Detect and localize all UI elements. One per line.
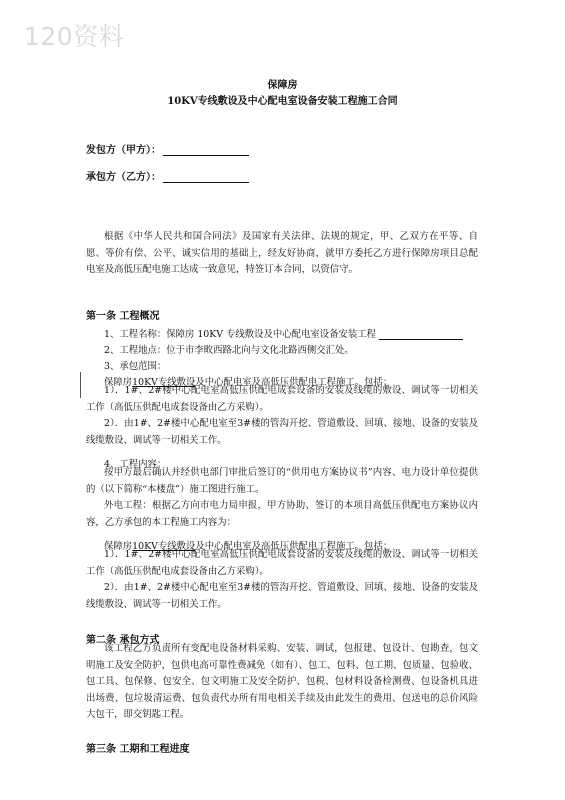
article1-item2: 2、工程地点：位于市李畋西路北向与文化北路西侧交汇处。 bbox=[104, 345, 354, 356]
article1-item1 bbox=[104, 326, 463, 340]
article1-item4: 4、工程内容： bbox=[104, 459, 167, 470]
scope-b-underlined: 10KV专线敷设 bbox=[132, 541, 196, 552]
document-title-line2: 10KV专线敷设及中心配电室设备安装工程施工合同 bbox=[167, 96, 398, 107]
scope-b-item2: 2）．由1#、2#楼中心配电室至3#楼的管沟开挖、管道敷设、回填、接地、设备的安装及线缆敷设、调试等一切相关工作。 bbox=[86, 582, 478, 610]
scope-suffix: 及中心配电室及高低压供配电工程施工。包括： bbox=[195, 377, 393, 388]
document-title-line1: 保障房 bbox=[267, 80, 298, 91]
project-name-blank bbox=[379, 330, 463, 340]
scope-item2: 2）．由1#、2#楼中心配电室至3#楼的管沟开挖、管道敷设、回填、接地、设备的安装及线缆敷设、调试等一切相关工作。 bbox=[86, 418, 478, 446]
scope-b-item1: 1）．1#、2#楼中心配电室高低压供配电成套设备的安装及线缆的敷设、调试等一切相关工作（高低压供配电成套设备由乙方采购）。 bbox=[86, 549, 478, 577]
article1-heading: 第一条 工程概况 bbox=[86, 311, 160, 322]
party-b-label: 承包方（乙方）： bbox=[86, 172, 161, 183]
text-cursor-mark bbox=[80, 372, 81, 398]
party-b-blank bbox=[163, 173, 249, 183]
article1-item3: 3、承包范围： bbox=[104, 361, 167, 372]
content-paragraph2: 外电工程：根据乙方向市电力局申报，甲方协助、签订的本项目高低压供配电方案协议内容，乙方承包的本工程施工内容为： bbox=[86, 500, 478, 528]
scope-underlined: 10KV专线敷设 bbox=[132, 377, 196, 388]
scope-b-prefix: 保障房 bbox=[104, 541, 133, 552]
article3-heading: 第三条 工期和工程进度 bbox=[86, 744, 190, 755]
article2-heading: 第二条 承包方式 bbox=[86, 635, 160, 646]
party-a-label: 发包方（甲方）： bbox=[86, 145, 161, 156]
article2-body: 该工程乙方负责所有变配电设备材料采购、安装、调试，包报建、包设计、包勘查，包文明施工及安全防护，包供电高可靠性费减免（如有）、包工、包料、包工期、包质量、包验收、包工具、包保修、包安全、包文明施工及安全防护、包税、包材料设备检测费、包设备机具进出场费、包垃圾清运费、包负责代办所有用电相关手续及由此发生的费用、包送电的总价风险大包干，即交钥匙工程。 bbox=[86, 643, 478, 720]
party-a-blank bbox=[163, 146, 249, 156]
content-paragraph1: 按甲方最后确认并经供电部门审批后签订的“供用电方案协议书”内容、电力设计单位提供的（以下简称“本楼盘”）施工图进行施工。 bbox=[86, 467, 478, 495]
scope-prefix: 保障房 bbox=[104, 377, 133, 388]
party-b-row bbox=[86, 168, 249, 183]
article1-item1-text: 1、工程名称：保障房 10KV 专线敷设及中心配电室设备安装工程 bbox=[104, 329, 377, 340]
scope-item1: 1）．1#、2#楼中心配电室高低压供配电成套设备的安装及线缆的敷设、调试等一切相关工作（高低压供配电成套设备由乙方采购）。 bbox=[86, 385, 478, 413]
scope-b-suffix: 及中心配电室及高低压供配电工程施工。包括： bbox=[195, 541, 393, 552]
watermark: 120资料 bbox=[24, 22, 125, 51]
party-a-row bbox=[86, 141, 249, 156]
preamble-paragraph: 根据《中华人民共和国合同法》及国家有关法律、法规的规定，甲、乙双方在平等、自愿、等价有偿、公平、诚实信用的基础上，经友好协商，就甲方委托乙方进行保障房项目总配电室及高低压配电施工达成一致意见，特签订本合同，以资信守。 bbox=[86, 231, 478, 275]
